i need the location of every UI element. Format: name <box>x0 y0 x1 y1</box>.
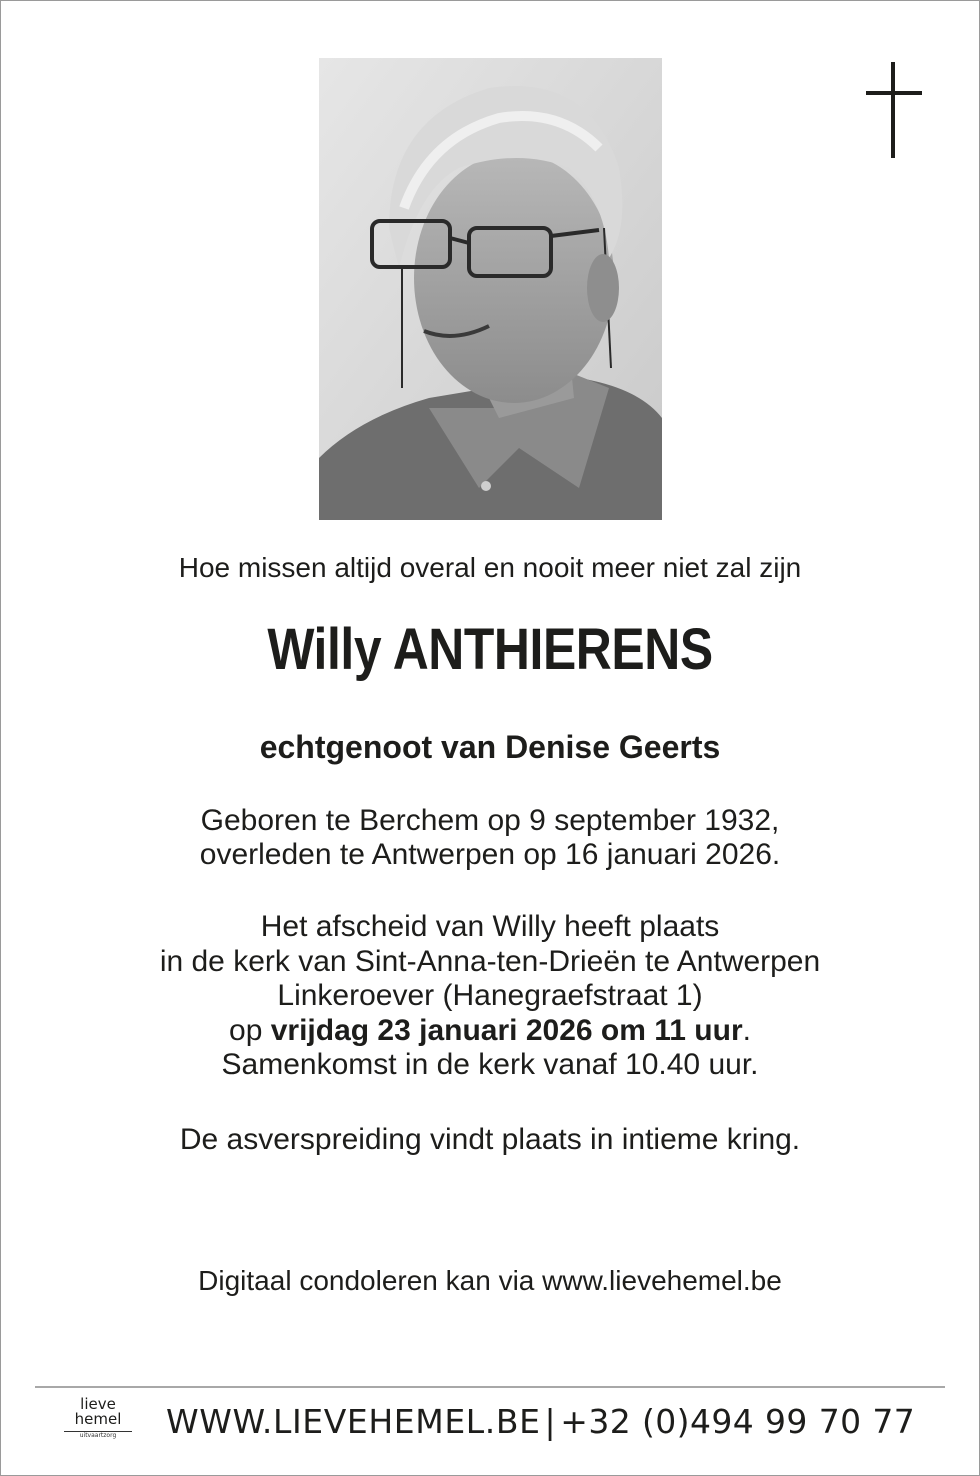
spouse-line: echtgenoot van Denise Geerts <box>259 729 721 765</box>
cross-icon <box>866 62 922 158</box>
ceremony-line-3: Linkeroever (Hanegraefstraat 1) <box>277 979 703 1012</box>
logo-tagline: uitvaartzorg <box>79 1432 117 1439</box>
gathering-line: Samenkomst in de kerk vanaf 10.40 uur. <box>221 1048 759 1081</box>
life-dates <box>0 804 980 872</box>
ceremony-date: vrijdag 23 januari 2026 om 11 uur <box>270 1013 743 1047</box>
ceremony-date-prefix: op <box>229 1013 271 1047</box>
ceremony-date-line <box>0 1014 980 1049</box>
ash-scattering-note: De asverspreiding vindt plaats in intieme kring. <box>179 1123 801 1156</box>
logo-word-hemel: hemel <box>74 1410 122 1428</box>
logo-word-lieve: lieve <box>80 1395 116 1413</box>
birth-line: Geboren te Berchem op 9 september 1932, <box>200 804 780 837</box>
lievehemel-logo <box>60 1394 136 1454</box>
footer-contact <box>166 1402 915 1442</box>
footer-divider <box>35 1386 945 1388</box>
death-line: overleden te Antwerpen op 16 januari 2026. <box>199 838 781 871</box>
deceased-name: Willy ANTHIERENS <box>267 617 713 682</box>
ceremony-line-1: Het afscheid van Willy heeft plaats <box>260 910 720 943</box>
footer-website[interactable]: WWW.LIEVEHEMEL.BE <box>166 1402 541 1441</box>
footer-separator: | <box>544 1402 557 1441</box>
portrait-photo <box>319 58 662 520</box>
footer-phone[interactable]: +32 (0)494 99 70 77 <box>560 1402 916 1441</box>
ceremony-line-2: in de kerk van Sint-Anna-ten-Drieën te Antwerpen <box>159 944 821 978</box>
condolence-note: Digitaal condoleren kan via www.lievehemel.be <box>198 1265 782 1296</box>
motto-quote: Hoe missen altijd overal en nooit meer niet zal zijn <box>178 552 802 583</box>
ceremony-details <box>0 910 980 1083</box>
ceremony-date-suffix: . <box>742 1013 751 1047</box>
